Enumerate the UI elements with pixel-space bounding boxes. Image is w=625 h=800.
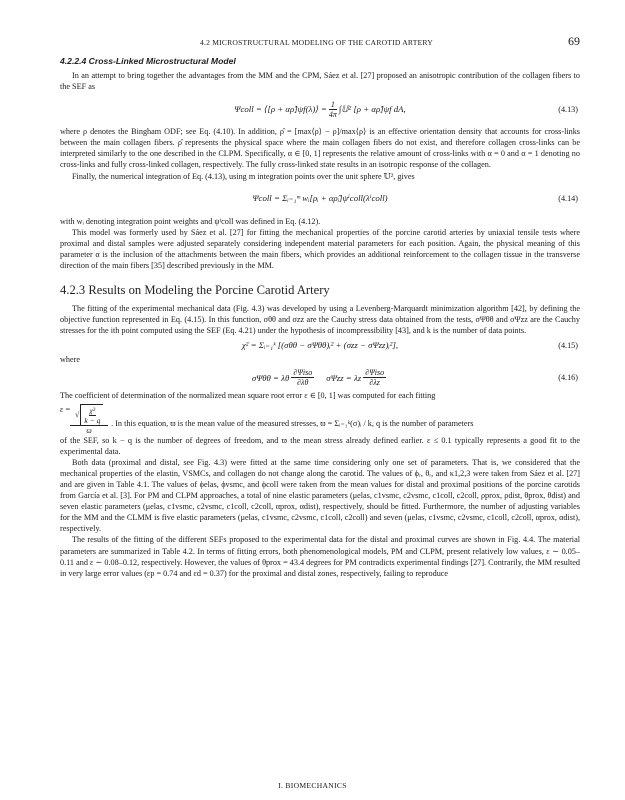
section-heading: 4.2.3 Results on Modeling the Porcine Carotid Artery — [60, 283, 330, 298]
sqrt-radicand — [80, 404, 103, 425]
epsilon-equation — [60, 404, 580, 435]
running-title: 4.2 MICROSTRUCTURAL MODELING OF THE CAROTID ARTERY — [200, 38, 433, 47]
paragraph: The results of the fitting of the different SEFs proposed to the experimental data for the distal and proximal curves are shown in Fig. 4.4. The material parameters are summarized in Table 4.2. In terms of fitting errors, both phenomenological models, PM and CLPM, present relatively low values, ε ∼ 0.05–0.11 and ε ∼ 0.08–0.12, respectively. However, the values of θprox = 43.4 degrees for PM contradicts experimental findings [27]. Contrarily, the MM resulted in very large error values (εp = 0.74 and εd = 0.37) for the proximal and distal zones, respectively, failing to reproduce — [60, 535, 580, 578]
paragraph: The coefficient of determination of the normalized mean square root error ε ∈ [0, 1] was computed for each fitting — [60, 390, 436, 400]
equation-4-13 — [60, 94, 580, 124]
equation-number: (4.15) — [558, 340, 578, 350]
equation-number: (4.16) — [558, 373, 578, 382]
fraction-numerator: 1 — [330, 99, 335, 109]
main-content — [60, 56, 580, 579]
paragraph: The fitting of the experimental mechanical data (Fig. 4.3) was developed by using a Levenberg-Marquardt minimization algorithm [42], by defining the objective function represented in Eq. (4.15). In this function, σθθ and σzz are the Cauchy stress data obtained from the tests, σΨθθ and σΨzz are the Cauchy stresses for the ith point computed using the SEF (Eq. 4.21) under the hypothesis of incompressibility [43], and k is the number of data points. — [60, 304, 580, 336]
equation-fraction-1 — [291, 368, 314, 387]
fraction-numerator: ∂Ψiso — [365, 368, 385, 377]
where-label: where — [60, 355, 81, 365]
fraction-denominator: 4π — [328, 109, 337, 119]
equation-lhs: Ψcoll = ⟨[ρ + αρ̂]ψf(λ)⟩ = — [234, 103, 327, 114]
equation-4-16 — [60, 368, 580, 388]
equation-fraction — [329, 100, 337, 119]
fraction-numerator: ∂Ψiso — [293, 368, 313, 377]
radicand-numerator: χ² — [89, 405, 96, 415]
paragraph: of the SEF, so k − q is the number of degrees of freedom, and ϖ the mean stress already defined earlier. ε ≤ 0.1 typically represents a good fit to the experimental data. — [60, 435, 580, 456]
paragraph: Both data (proximal and distal, see Fig. 4.3) were fitted at the same time considering only one set of parameters. That is, we considered that the mechanical properties of the elastin, VSMCs, and collagen do not change along the carotid. The values of ϕᵣ, θᵣ, and κ1,2,3 were taken from Sáez et al. [27] and are given in Table 4.1. The values of ϕelas, ϕvsmc, and ϕcoll were taken from the mean values for distal and proximal positions of the porcine carotids from García et al. [3]. For PM and CLPM approaches, a total of nine elastic parameters (μelas, c1vsmc, c2vsmc, c1coll, c2coll, ρprox, ρdist, θprox, θdist) and seven elastic parameters (μelas, c1vsmc, c2vsmc, c1coll, c2coll, αprox, αdist), respectively, should be fitted. Furthermore, the number of adjusting variables for the MM and the CLMM is five elastic parameters (μelas, c1vsmc, c2vsmc, c1coll, c2coll) and seven (μelas, c1vsmc, c2vsmc, c1coll, c2coll, αprox, αdist), respectively. — [60, 457, 580, 534]
equation-fraction-2 — [363, 368, 386, 387]
fraction-denominator: ∂λθ — [297, 378, 309, 387]
page-footer: I. BIOMECHANICS — [278, 781, 347, 790]
subsection-heading: 4.2.2.4 Cross-Linked Microstructural Model — [60, 56, 236, 66]
equation-body: χ² = Σᵢ₌₁ᵏ [(σθθ − σΨθθ)ᵢ² + (σzz − σΨzz)ᵢ²], — [241, 339, 399, 350]
epsilon-prefix: ε = — [60, 404, 71, 414]
equation-4-14 — [60, 184, 580, 214]
equation-body: Ψcoll = Σᵢ₌₁ᵐ wᵢ[ρᵢ + αρ̂ᵢ]ψⁱcoll(λⁱcoll) — [252, 193, 388, 204]
equation-number: (4.14) — [558, 194, 578, 204]
fraction-denominator: ∂λz — [369, 378, 380, 387]
equation-rhs: ∫𝕌² [ρ + αρ̂]ψf dA, — [338, 103, 406, 114]
equation-lhs-1: σΨθθ = λθ — [251, 372, 290, 383]
paragraph: with wᵢ denoting integration point weights and ψⁱcoll was defined in Eq. (4.12). — [60, 216, 321, 226]
running-head — [60, 34, 580, 49]
paragraph: Finally, the numerical integration of Eq. (4.13), using m integration points over the unit sphere 𝕌², gives — [72, 171, 415, 181]
epsilon-fraction — [70, 404, 108, 435]
paragraph: In an attempt to bring together the advantages from the MM and the CPM, Sáez et al. [27] proposed an anisotropic contribution of the collagen fibers to the SEF as — [60, 71, 580, 92]
paragraph: This model was formerly used by Sáez et al. [27] for fitting the mechanical properties of the porcine carotid arteries by uniaxial tensile tests where proximal and distal samples were adjusted separately considering independent material parameters for each position. Again, the physical meaning of this parameter α is the inclusion of the attachments between the main fibers, which provides an additional reinforcement to the collagen tissue in the transverse direction of the main fibers [35] described previously in the MM. — [60, 227, 580, 271]
equation-number: (4.13) — [558, 104, 578, 114]
equation-4-15 — [60, 338, 580, 352]
paragraph: where ρ denotes the Bingham ODF; see Eq. (4.10). In addition, ρ̂ = [max⟨ρ⟩ − ρ]/max⟨ρ⟩ is an effective orientation density that accounts for cross-links between the main collagen fibers. ρ̂ represents the physical space where the main collagen fibers do not exist, and therefore collagen cross-links can be interpreted similarly to the one described in the CLPM. Specifically, α ∈ [0, 1] represents the relative amount of cross-links with α = 0 and α = 1 denoting no cross-links and fully cross-linked collagen, respectively. The fully cross-linked state results in an isotropic response of the collagen. — [60, 127, 580, 170]
radicand-denominator: k − q — [84, 415, 101, 425]
sqrt-icon: √ $\frac{\text{χ²}}{k - q}$ — [75, 404, 104, 425]
epsilon-denominator: ϖ — [70, 425, 108, 435]
page-number: 69 — [568, 34, 580, 48]
epsilon-explanation: . In this equation, ϖ is the mean value of the measured stresses, ϖ = Σᵢ₌₁ᵏ(σ)ᵢ / k, q is the number of parameters — [111, 418, 474, 428]
equation-lhs-2: σΨzz = λz — [326, 372, 362, 383]
